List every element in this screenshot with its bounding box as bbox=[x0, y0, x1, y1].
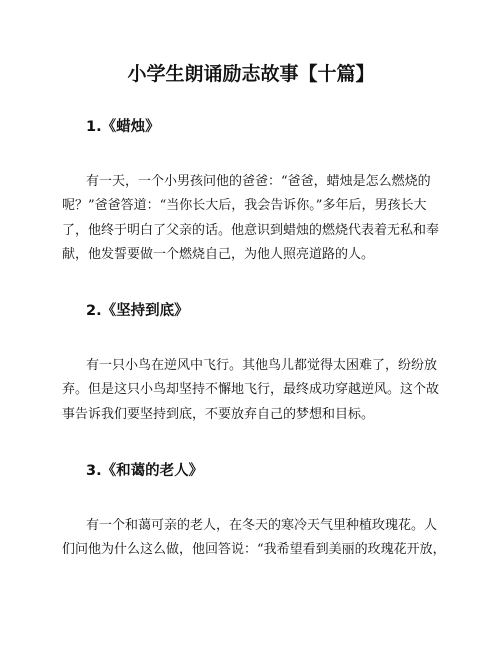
section-heading-kind-old-man: 3.《和蔼的老人》 bbox=[86, 463, 204, 479]
paragraph-line: 有一只小鸟在逆风中飞行。其他鸟儿都觉得太困难了，纷纷放 bbox=[86, 358, 438, 373]
document-title: 小学生朗诵励志故事【十篇】 bbox=[127, 63, 375, 85]
section-paragraph-kind-old-man bbox=[62, 514, 452, 563]
paragraph-line: 有一个和蔼可亲的老人，在冬天的寒冷天气里种植玫瑰花。人 bbox=[86, 518, 438, 533]
section-heading-persevere: 2.《坚持到底》 bbox=[86, 303, 189, 319]
section-heading-candle: 1.《蜡烛》 bbox=[86, 119, 160, 135]
paragraph-line: 了，他终于明白了父亲的话。他意识到蜡烛的燃烧代表着无私和奉 bbox=[62, 222, 440, 238]
section-paragraph-candle bbox=[62, 170, 452, 268]
paragraph-line: 呢？”爸爸答道：“当你长大后，我会告诉你。”多年后，男孩长大 bbox=[62, 198, 427, 214]
paragraph-line: 事告诉我们要坚持到底，不要放弃自己的梦想和目标。 bbox=[62, 406, 375, 422]
paragraph-line: 献，他发誓要做一个燃烧自己，为他人照亮道路的人。 bbox=[62, 247, 375, 263]
section-paragraph-persevere bbox=[62, 354, 452, 427]
paragraph-line: 弃。但是这只小鸟却坚持不懈地飞行，最终成功穿越逆风。这个故 bbox=[62, 382, 440, 398]
paragraph-line: 有一天，一个小男孩问他的爸爸：“爸爸，蜡烛是怎么燃烧的 bbox=[86, 174, 431, 189]
paragraph-line: 们问他为什么这么做，他回答说：“我希望看到美丽的玫瑰花开放， bbox=[62, 542, 446, 558]
